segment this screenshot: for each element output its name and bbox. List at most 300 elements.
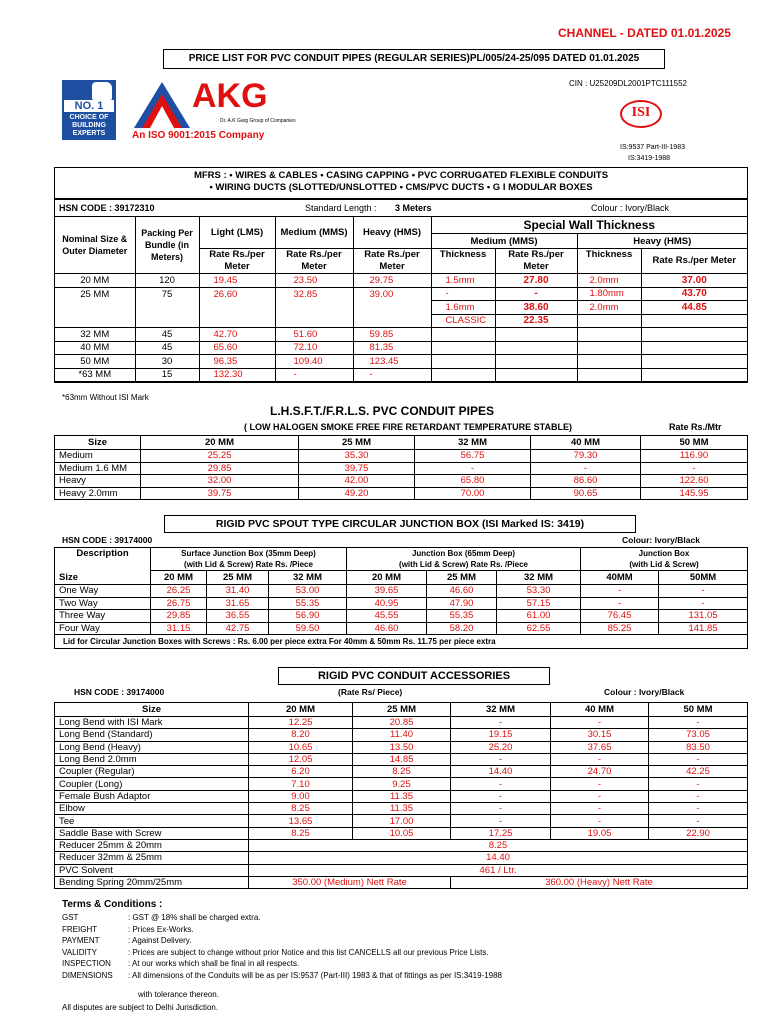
h-rate-sp-heavy: Rate Rs./per Meter — [652, 255, 736, 266]
rate-cell: 141.85 — [659, 622, 748, 635]
rate-cell: 42.75 — [207, 622, 269, 635]
price-cell: 19.05 — [551, 827, 649, 839]
term-value: : Prices are subject to change without prior Notice and this list CANCELLS all our previous Price Lists. — [128, 947, 489, 957]
thumbs-up-icon — [92, 82, 112, 100]
akg-triangle-icon — [132, 80, 192, 130]
price-cell: - — [551, 790, 649, 802]
medium-rate-cell: 72.10 — [275, 341, 353, 355]
heavy-rate-cell: - — [353, 368, 431, 382]
rate-cell: 58.20 — [427, 622, 497, 635]
price-cell: 13.50 — [353, 741, 451, 753]
term-item — [62, 912, 742, 924]
rate-cell: 46.60 — [427, 585, 497, 598]
term-item — [62, 935, 742, 947]
price-cell: - — [551, 753, 649, 765]
pipe-rates-grid — [55, 217, 747, 382]
column-header: 20 MM — [249, 703, 353, 717]
badge-line2: CHOICE OF — [69, 114, 109, 121]
rate-cell: 61.00 — [497, 610, 581, 623]
price-cell: 461 / Ltr. — [249, 864, 748, 876]
badge-no1: NO. 1 — [64, 100, 114, 112]
price-cell: - — [649, 803, 748, 815]
sp-heavy-rate-cell — [641, 355, 747, 369]
light-rate-cell — [199, 314, 275, 328]
rate-cell: - — [659, 597, 748, 610]
table-row — [55, 355, 747, 369]
rate-cell: 59.50 — [269, 622, 347, 635]
column-header: Size — [55, 703, 249, 717]
size-header: 32 MM — [497, 571, 581, 585]
mfrs-line-2: • WIRING DUCTS (SLOTTED/UNSLOTTED • CMS/PVC DUCTS • G I MODULAR BOXES — [209, 182, 593, 193]
price-cell: - — [551, 815, 649, 827]
rate-cell: 31.65 — [207, 597, 269, 610]
price-cell: 12.05 — [249, 753, 353, 765]
accessories-title: RIGID PVC CONDUIT ACCESSORIES — [278, 667, 550, 685]
sp-heavy-rate-cell — [641, 341, 747, 355]
h-junction-box: Junction Box (65mm Deep) — [411, 549, 516, 558]
light-rate-cell: 65.60 — [199, 341, 275, 355]
light-rate-cell: 96.35 — [199, 355, 275, 369]
table-header-row — [55, 703, 748, 717]
table-row — [55, 839, 748, 851]
rate-cell: - — [659, 585, 748, 598]
table-row — [55, 876, 748, 888]
rate-cell: 39.75 — [299, 462, 415, 475]
row-label: Coupler (Regular) — [55, 766, 249, 778]
sp-medium-thickness-cell — [431, 341, 495, 355]
price-cell: 12.25 — [249, 717, 353, 729]
price-cell: - — [451, 778, 551, 790]
heavy-rate-cell: 59.85 — [353, 328, 431, 342]
price-cell: 13.65 — [249, 815, 353, 827]
row-label: Long Bend 2.0mm — [55, 753, 249, 765]
sp-medium-rate-cell — [495, 328, 577, 342]
light-rate-cell: 42.70 — [199, 328, 275, 342]
sp-medium-thickness-cell: - — [431, 287, 495, 301]
price-list-title: PRICE LIST FOR PVC CONDUIT PIPES (REGULAR SERIES)PL/005/24-25/095 DATED 01.01.2025 — [163, 49, 665, 69]
row-label: Bending Spring 20mm/25mm — [55, 876, 249, 888]
rate-cell: 62.55 — [497, 622, 581, 635]
manufacturers-box — [54, 167, 748, 199]
no1-badge — [62, 80, 116, 140]
medium-rate-cell — [275, 301, 353, 315]
rate-cell: 56.90 — [269, 610, 347, 623]
price-cell: 24.70 — [551, 766, 649, 778]
spring-heavy-cell: 360.00 (Heavy) Nett Rate — [545, 877, 653, 888]
sp-heavy-thickness-cell: 1.80mm — [577, 287, 641, 301]
price-cell: 8.25 — [249, 803, 353, 815]
heavy-rate-cell: 39.00 — [353, 287, 431, 301]
h-heavy: Heavy (HMS) — [362, 227, 422, 238]
sp-heavy-rate-cell — [641, 368, 747, 382]
table-row — [55, 766, 748, 778]
rate-cell: 86.60 — [531, 475, 641, 488]
rate-cell: 29.85 — [151, 610, 207, 623]
size-cell — [55, 314, 135, 328]
price-cell: - — [551, 717, 649, 729]
column-header: 50 MM — [641, 436, 748, 450]
table-row — [55, 864, 748, 876]
sp-medium-rate-cell — [495, 355, 577, 369]
row-label: Medium — [55, 450, 141, 463]
accessories-rate-unit: (Rate Rs/ Piece) — [338, 687, 403, 697]
dimensions-cont: with tolerance thereon. — [138, 990, 219, 999]
sp-medium-rate-cell: 38.60 — [495, 301, 577, 315]
row-label: Elbow — [55, 803, 249, 815]
rate-cell: 29.85 — [141, 462, 299, 475]
size-header: 32 MM — [269, 571, 347, 585]
price-cell: 14.40 — [249, 852, 748, 864]
sp-heavy-rate-cell: 37.00 — [641, 274, 747, 288]
sp-medium-thickness-cell — [431, 328, 495, 342]
rate-cell: 35.30 — [299, 450, 415, 463]
colour-label: Colour : Ivory/Black — [591, 203, 670, 213]
term-key: DIMENSIONS — [62, 970, 113, 980]
price-cell: - — [451, 753, 551, 765]
lhsft-title: L.H.S.F.T./F.R.L.S. PVC CONDUIT PIPES — [270, 404, 495, 418]
light-rate-cell: 26.60 — [199, 287, 275, 301]
rate-cell: 32.00 — [141, 475, 299, 488]
sp-medium-rate-cell — [495, 368, 577, 382]
cin-number: CIN : U25209DL2001PTC111552 — [569, 79, 687, 88]
row-label: Heavy 2.0mm — [55, 487, 141, 500]
rate-cell: 85.25 — [581, 622, 659, 635]
price-cell: - — [649, 717, 748, 729]
h-description: Description — [76, 548, 129, 559]
row-label: Four Way — [55, 622, 151, 635]
price-cell: - — [649, 778, 748, 790]
price-cell: 7.10 — [249, 778, 353, 790]
table-row — [55, 368, 747, 382]
table-row — [55, 753, 748, 765]
sp-medium-thickness-cell: 1.5mm — [431, 274, 495, 288]
price-cell: - — [451, 717, 551, 729]
jurisdiction-footer: All disputes are subject to Delhi Jurisdiction. — [62, 1003, 219, 1012]
table-row — [55, 622, 748, 635]
rate-cell: - — [641, 462, 748, 475]
table-row — [55, 585, 748, 598]
table-row — [55, 287, 747, 301]
rate-cell: 55.35 — [269, 597, 347, 610]
term-item — [62, 970, 742, 982]
row-label: Heavy — [55, 475, 141, 488]
accessories-table — [54, 702, 748, 889]
row-label: Two Way — [55, 597, 151, 610]
price-cell: 11.40 — [353, 729, 451, 741]
terms-list — [62, 912, 742, 982]
size-cell: 20 MM — [55, 274, 135, 288]
h-surface-box: Surface Junction Box (35mm Deep) — [181, 549, 316, 558]
rate-cell: 122.60 — [641, 475, 748, 488]
table-row — [55, 729, 748, 741]
row-label: Reducer 32mm & 25mm — [55, 852, 249, 864]
price-cell: - — [451, 815, 551, 827]
rate-cell: 31.40 — [207, 585, 269, 598]
h-sp-medium: Medium (MMS) — [470, 235, 538, 247]
h-junction-box-large: Junction Box — [638, 549, 690, 558]
rate-cell: 90.65 — [531, 487, 641, 500]
heavy-rate-cell — [353, 301, 431, 315]
sp-heavy-rate-cell: 44.85 — [641, 301, 747, 315]
sp-medium-thickness-cell: CLASSIC — [431, 314, 495, 328]
junction-hsn: HSN CODE : 39174000 — [62, 535, 153, 545]
medium-rate-cell: 51.60 — [275, 328, 353, 342]
medium-rate-cell: - — [275, 368, 353, 382]
price-cell: 14.85 — [353, 753, 451, 765]
rate-cell: 26.25 — [151, 585, 207, 598]
light-rate-cell: 19.45 — [199, 274, 275, 288]
row-label: Long Bend (Standard) — [55, 729, 249, 741]
h-nominal: Nominal Size & Outer Diameter — [62, 234, 128, 256]
term-key: PAYMENT — [62, 936, 100, 946]
table-row — [55, 610, 748, 623]
price-cell: - — [551, 778, 649, 790]
table-row — [55, 487, 748, 500]
badge-line3: BUILDING — [72, 122, 106, 129]
column-header: 25 MM — [353, 703, 451, 717]
term-value: : All dimensions of the Conduits will be as per IS:9537 (Part-III) 1983 & that of fittings as per IS:3419-1988 — [128, 970, 502, 980]
sp-heavy-rate-cell: 43.70 — [641, 287, 747, 301]
medium-rate-cell: 32.85 — [275, 287, 353, 301]
price-cell: 83.50 — [649, 741, 748, 753]
akg-wordmark: AKG — [192, 77, 268, 115]
rate-cell: 25.25 — [141, 450, 299, 463]
price-cell: 11.35 — [353, 790, 451, 802]
column-header: 50 MM — [649, 703, 748, 717]
table-row — [55, 274, 747, 288]
size-header: 50MM — [659, 571, 748, 585]
price-cell: 42.25 — [649, 766, 748, 778]
row-label: Female Bush Adaptor — [55, 790, 249, 802]
rate-cell: 145.95 — [641, 487, 748, 500]
table-row — [55, 341, 747, 355]
table-row — [55, 597, 748, 610]
h-medium: Medium (MMS) — [280, 227, 348, 238]
rate-cell: - — [581, 585, 659, 598]
size-header: Size — [55, 571, 151, 585]
column-header: 32 MM — [415, 436, 531, 450]
price-cell: 17.25 — [451, 827, 551, 839]
table-row — [55, 815, 748, 827]
h-rate-medium: Rate Rs./per Meter — [286, 249, 342, 272]
rate-cell: 31.15 — [151, 622, 207, 635]
sp-heavy-thickness-cell — [577, 341, 641, 355]
rate-cell: 131.05 — [659, 610, 748, 623]
price-cell: 25.20 — [451, 741, 551, 753]
lhsft-rate-unit: Rate Rs./Mtr — [669, 422, 722, 432]
term-item — [62, 924, 742, 936]
isi-label: ISI — [631, 105, 651, 120]
sp-medium-thickness-cell: 1.6mm — [431, 301, 495, 315]
table-row — [55, 803, 748, 815]
size-cell: 50 MM — [55, 355, 135, 369]
h-special-wall: Special Wall Thickness — [523, 217, 656, 232]
size-cell: *63 MM — [55, 368, 135, 382]
h-sp-heavy: Heavy (HMS) — [633, 235, 692, 247]
sp-heavy-thickness-cell — [577, 368, 641, 382]
rate-cell: 49.20 — [299, 487, 415, 500]
column-header: Size — [55, 436, 141, 450]
sp-medium-rate-cell — [495, 341, 577, 355]
rate-cell: 57.15 — [497, 597, 581, 610]
standard-length-value: 3 Meters — [395, 203, 432, 213]
row-label: Long Bend with ISI Mark — [55, 717, 249, 729]
rate-cell: 46.60 — [347, 622, 427, 635]
size-header: 40MM — [581, 571, 659, 585]
rate-cell: 56.75 — [415, 450, 531, 463]
heavy-rate-cell: 29.75 — [353, 274, 431, 288]
table-row — [55, 778, 748, 790]
term-value: : Against Delivery. — [128, 936, 192, 946]
rate-cell: 36.55 — [207, 610, 269, 623]
heavy-rate-cell: 123.45 — [353, 355, 431, 369]
table-row — [55, 475, 748, 488]
price-cell: 14.40 — [451, 766, 551, 778]
row-label: Reducer 25mm & 20mm — [55, 839, 249, 851]
sp-heavy-thickness-cell: 2.0mm — [577, 274, 641, 288]
packing-cell — [135, 301, 199, 315]
light-rate-cell — [199, 301, 275, 315]
price-cell: 17.00 — [353, 815, 451, 827]
badge-line4: EXPERTS — [72, 130, 106, 137]
h-thickness-medium: Thickness — [439, 249, 487, 260]
price-cell: 8.25 — [353, 766, 451, 778]
price-cell: 9.25 — [353, 778, 451, 790]
terms-title: Terms & Conditions : — [62, 899, 163, 910]
term-value: : GST @ 18% shall be charged extra. — [128, 913, 261, 922]
sp-heavy-rate-cell — [641, 314, 747, 328]
table-row — [55, 314, 747, 328]
sp-medium-thickness-cell — [431, 368, 495, 382]
rate-cell: 70.00 — [415, 487, 531, 500]
row-label: Long Bend (Heavy) — [55, 741, 249, 753]
row-label: Medium 1.6 MM — [55, 462, 141, 475]
price-cell: 30.15 — [551, 729, 649, 741]
h-light: Light (LMS) — [210, 227, 264, 238]
packing-cell: 120 — [135, 274, 199, 288]
isi-standard-2: IS:3419-1988 — [628, 155, 671, 162]
price-cell: - — [551, 803, 649, 815]
size-cell: 25 MM — [55, 287, 135, 301]
price-cell: 8.20 — [249, 729, 353, 741]
pipe-price-table — [54, 199, 748, 383]
junction-colour: Colour: Ivory/Black — [622, 535, 700, 545]
h-packing: Packing Per Bundle (in Meters) — [141, 228, 193, 262]
row-label: Three Way — [55, 610, 151, 623]
rate-cell: 53.00 — [269, 585, 347, 598]
row-label: One Way — [55, 585, 151, 598]
term-key: GST — [62, 913, 79, 922]
table-row — [55, 328, 747, 342]
rate-cell: 26.75 — [151, 597, 207, 610]
term-key: INSPECTION — [62, 959, 111, 969]
iso-tagline: An ISO 9001:2015 Company — [132, 130, 265, 141]
term-key: FREIGHT — [62, 924, 98, 934]
lid-note: Lid for Circular Junction Boxes with Screws : Rs. 6.00 per piece extra For 40mm & 50mm Rs. 11.75 per piece extra — [63, 637, 496, 646]
table-row — [55, 852, 748, 864]
term-item — [62, 947, 742, 959]
term-key: VALIDITY — [62, 947, 97, 957]
rate-cell: 65.80 — [415, 475, 531, 488]
price-cell: 10.05 — [353, 827, 451, 839]
lhsft-subtitle: ( LOW HALOGEN SMOKE FREE FIRE RETARDANT TEMPERATURE STABLE) — [244, 422, 572, 432]
standard-length-label: Standard Length : — [305, 203, 377, 213]
table-row — [55, 450, 748, 463]
light-rate-cell: 132.30 — [199, 368, 275, 382]
packing-cell — [135, 314, 199, 328]
price-cell: 37.65 — [551, 741, 649, 753]
lhsft-table — [54, 435, 748, 500]
table-row — [55, 790, 748, 802]
h-junction-large-rate: (with Lid & Screw) — [629, 560, 699, 569]
rate-cell: 79.30 — [531, 450, 641, 463]
rate-cell: 55.35 — [427, 610, 497, 623]
rate-cell: - — [415, 462, 531, 475]
table-row — [55, 827, 748, 839]
size-cell: 32 MM — [55, 328, 135, 342]
hsn-code: HSN CODE : 39172310 — [59, 203, 155, 213]
isi-standard-1: IS:9537 Part-III-1983 — [620, 144, 685, 151]
h-rate-heavy: Rate Rs./per Meter — [364, 249, 420, 272]
packing-cell: 45 — [135, 328, 199, 342]
column-header: 40 MM — [531, 436, 641, 450]
h-junction-rate: (with Lid & Screw) Rate Rs. /Piece — [399, 560, 528, 569]
table-row — [55, 717, 748, 729]
term-value: : At our works which shall be final in all respects. — [128, 959, 300, 969]
size-header: 20 MM — [347, 571, 427, 585]
sp-heavy-thickness-cell: 2.0mm — [577, 301, 641, 315]
size-header: 25 MM — [427, 571, 497, 585]
rate-cell: 42.00 — [299, 475, 415, 488]
column-header: 20 MM — [141, 436, 299, 450]
sp-heavy-rate-cell — [641, 328, 747, 342]
medium-rate-cell: 23.50 — [275, 274, 353, 288]
sp-medium-rate-cell: 27.80 — [495, 274, 577, 288]
accessories-hsn: HSN CODE : 39174000 — [74, 687, 165, 697]
rate-cell: 39.75 — [141, 487, 299, 500]
row-label: Saddle Base with Screw — [55, 827, 249, 839]
price-cell: - — [451, 790, 551, 802]
price-cell: 8.25 — [249, 839, 748, 851]
table-row — [55, 462, 748, 475]
price-cell: - — [451, 803, 551, 815]
column-header: 40 MM — [551, 703, 649, 717]
sp-medium-thickness-cell — [431, 355, 495, 369]
price-cell: 6.20 — [249, 766, 353, 778]
h-thickness-heavy: Thickness — [585, 249, 633, 260]
h-rate-light: Rate Rs./per Meter — [209, 249, 265, 272]
size-header: 25 MM — [207, 571, 269, 585]
price-cell: 73.05 — [649, 729, 748, 741]
packing-cell: 45 — [135, 341, 199, 355]
isi-mark — [620, 100, 664, 132]
mfrs-line-1: MFRS : • WIRES & CABLES • CASING CAPPING • PVC CORRUGATED FLEXIBLE CONDUITS — [193, 170, 609, 181]
junction-box-table — [54, 547, 748, 649]
rate-cell: 47.90 — [427, 597, 497, 610]
price-cell: 9.00 — [249, 790, 353, 802]
size-header: 20 MM — [151, 571, 207, 585]
junction-box-title: RIGID PVC SPOUT TYPE CIRCULAR JUNCTION BOX (ISI Marked IS: 3419) — [164, 515, 636, 533]
packing-cell: 15 — [135, 368, 199, 382]
packing-cell: 30 — [135, 355, 199, 369]
size-cell — [55, 301, 135, 315]
sp-heavy-thickness-cell — [577, 355, 641, 369]
price-cell: - — [649, 815, 748, 827]
accessories-colour: Colour : Ivory/Black — [604, 687, 685, 697]
footnote-63mm: *63mm Without ISI Mark — [62, 393, 149, 402]
sp-medium-rate-cell: 22.35 — [495, 314, 577, 328]
term-value: : Prices Ex-Works. — [128, 924, 194, 934]
